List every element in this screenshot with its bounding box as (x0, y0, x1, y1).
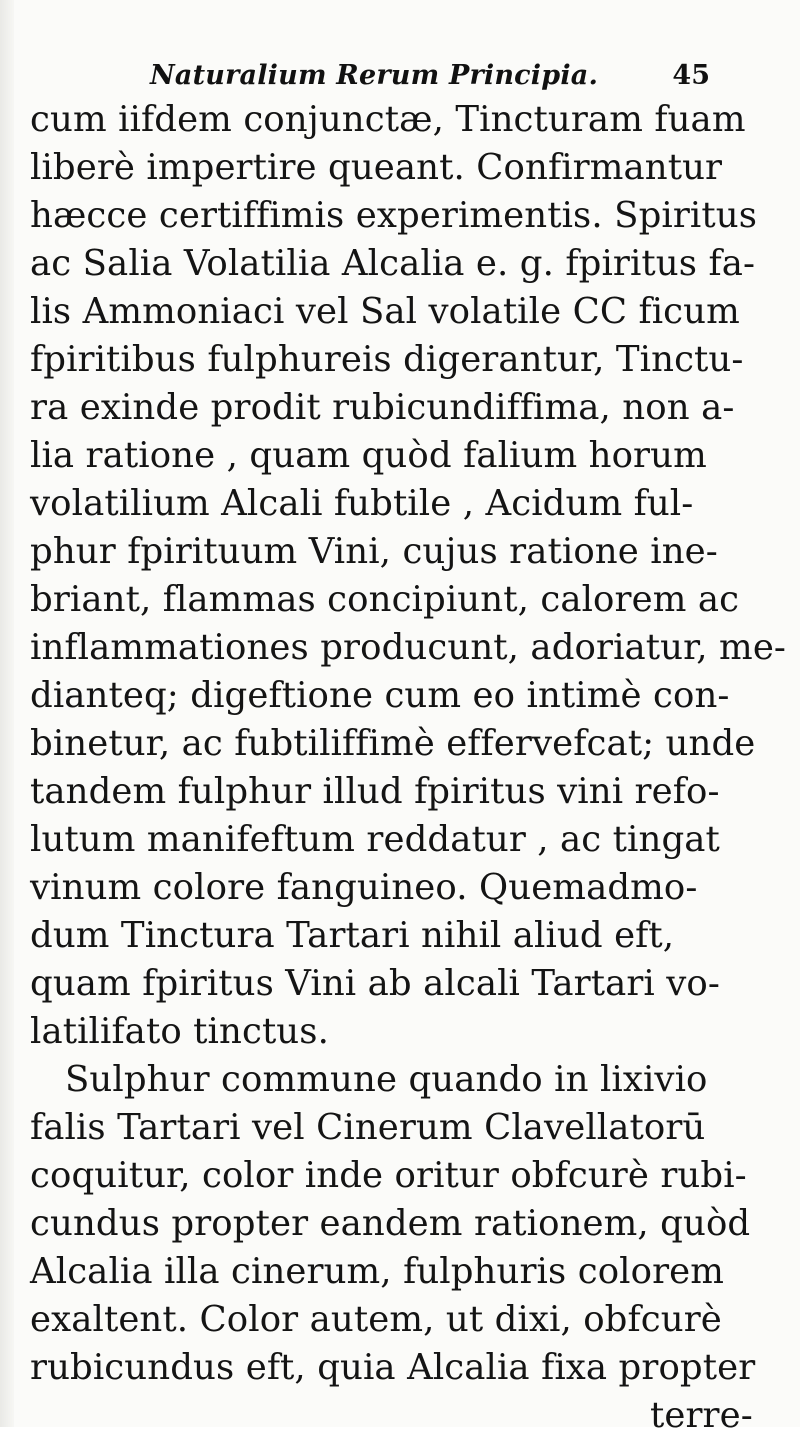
text-line: quam fpiritus Vini ab alcali Tartari vo- (30, 963, 720, 1004)
text-line: fpiritibus fulphureis digerantur, Tinctu- (30, 339, 744, 380)
text-line: liberè impertire queant. Confirmantur (30, 147, 723, 188)
text-line: tandem fulphur illud fpiritus vini refo- (30, 771, 720, 812)
text-line: lia ratione , quam quòd falium horum (30, 435, 707, 476)
text-line: ra exinde prodit rubicundiffima, non a- (30, 387, 735, 428)
text-line: dianteq; digeftione cum eo intimè con- (30, 675, 730, 716)
page-gutter-edge (0, 0, 14, 1427)
paragraph-start-line: Sulphur commune quando in lixivio (65, 1059, 708, 1100)
text-line: latilifato tinctus. (30, 1011, 329, 1052)
text-line: rubicundus eft, quia Alcalia fixa propter (30, 1347, 756, 1388)
text-line: coquitur, color inde oritur obfcurè rubi- (30, 1155, 747, 1196)
text-line: volatilium Alcali fubtile , Acidum ful- (30, 483, 694, 524)
text-line: ac Salia Volatilia Alcalia e. g. fpiritus fa- (30, 243, 756, 284)
text-line: falis Tartari vel Cinerum Clavellatorū (30, 1107, 706, 1148)
page-number: 45 (672, 60, 710, 91)
text-line: phur fpirituum Vini, cujus ratione ine- (30, 531, 718, 572)
text-line: briant, flammas concipiunt, calorem ac (30, 579, 740, 620)
text-line: lis Ammoniaci vel Sal volatile CC ficum (30, 291, 740, 332)
text-line: vinum colore fanguineo. Quemadmo- (30, 867, 698, 908)
text-line: exaltent. Color autem, ut dixi, obfcurè (30, 1299, 722, 1340)
text-line: hæcce certiffimis experimentis. Spiritus (30, 195, 758, 236)
text-line: inflammationes producunt, adoriatur, me- (30, 627, 787, 668)
page-header (150, 60, 710, 100)
text-line: cundus propter eandem rationem, quòd (30, 1203, 751, 1244)
text-line: lutum manifeftum reddatur , ac tingat (30, 819, 720, 860)
running-title: Naturalium Rerum Principia. (150, 60, 599, 91)
text-line: binetur, ac fubtiliffimè effervefcat; unde (30, 723, 756, 764)
text-line: cum iifdem conjunctæ, Tincturam fuam (30, 99, 746, 140)
catchword: terre- (650, 1395, 753, 1436)
text-line: Alcalia illa cinerum, fulphuris colorem (30, 1251, 725, 1292)
text-line: dum Tinctura Tartari nihil aliud eft, (30, 915, 675, 956)
